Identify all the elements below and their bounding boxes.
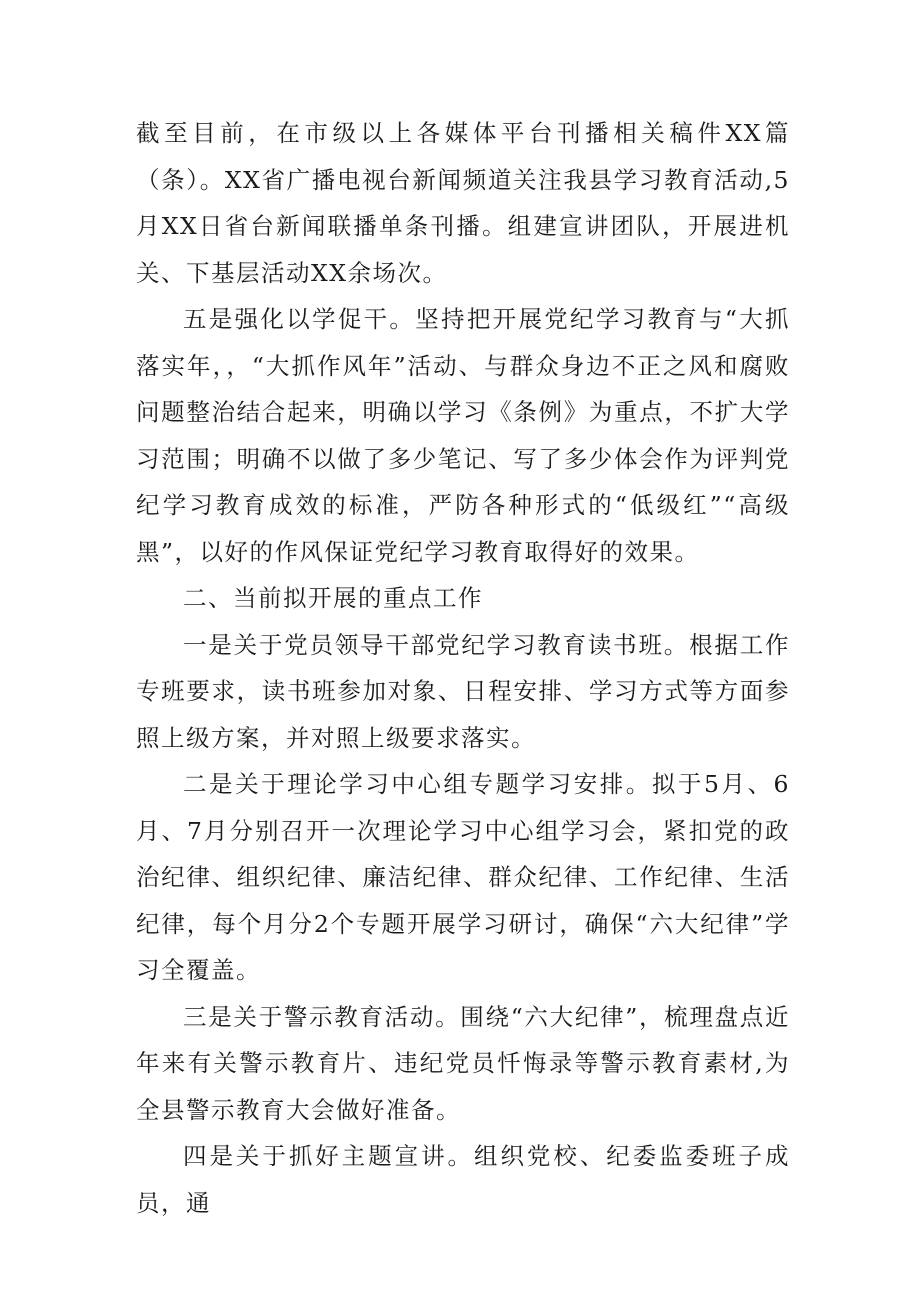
paragraph-item-four: 四是关于抓好主题宣讲。组织党校、纪委监委班子成员，通 — [136, 1142, 790, 1217]
paragraph-item-one: 一是关于党员领导干部党纪学习教育读书班。根据工作专班要求，读书班参加对象、日程安排、学习方式等方面参照上级方案，并对照上级要求落实。 — [136, 630, 790, 752]
paragraph-media-coverage: 截至目前，在市级以上各媒体平台刊播相关稿件XX篇（条）。XX省广播电视台新闻频道关注我县学习教育活动,5月XX日省台新闻联播单条刊播。组建宣讲团队，开展进机关、下基层活动XX余场次。 — [136, 119, 790, 287]
paragraph-item-three: 三是关于警示教育活动。围绕“六大纪律”，梳理盘点近年来有关警示教育片、违纪党员忏悔录等警示教育素材,为全县警示教育大会做好准备。 — [136, 1002, 790, 1124]
section-heading-key-work: 二、当前拟开展的重点工作 — [183, 584, 483, 612]
document-body — [136, 110, 790, 1226]
paragraph-point-five: 五是强化以学促干。坚持把开展党纪学习教育与“大抓落实年，，“大抓作风年”活动、与群众身边不正之风和腐败问题整治结合起来，明确以学习《条例》为重点，不扩大学习范围；明确不以做了多少笔记、写了多少体会作为评判党纪学习教育成效的标准，严防各种形式的“低级红”“高级黑”，以好的作风保证党纪学习教育取得好的效果。 — [136, 305, 790, 566]
paragraph-item-two: 二是关于理论学习中心组专题学习安排。拟于5月、6月、7月分别召开一次理论学习中心组学习会，紧扣党的政治纪律、组织纪律、廉洁纪律、群众纪律、工作纪律、生活纪律，每个月分2个专题开展学习研讨，确保“六大纪律”学习全覆盖。 — [136, 770, 790, 984]
